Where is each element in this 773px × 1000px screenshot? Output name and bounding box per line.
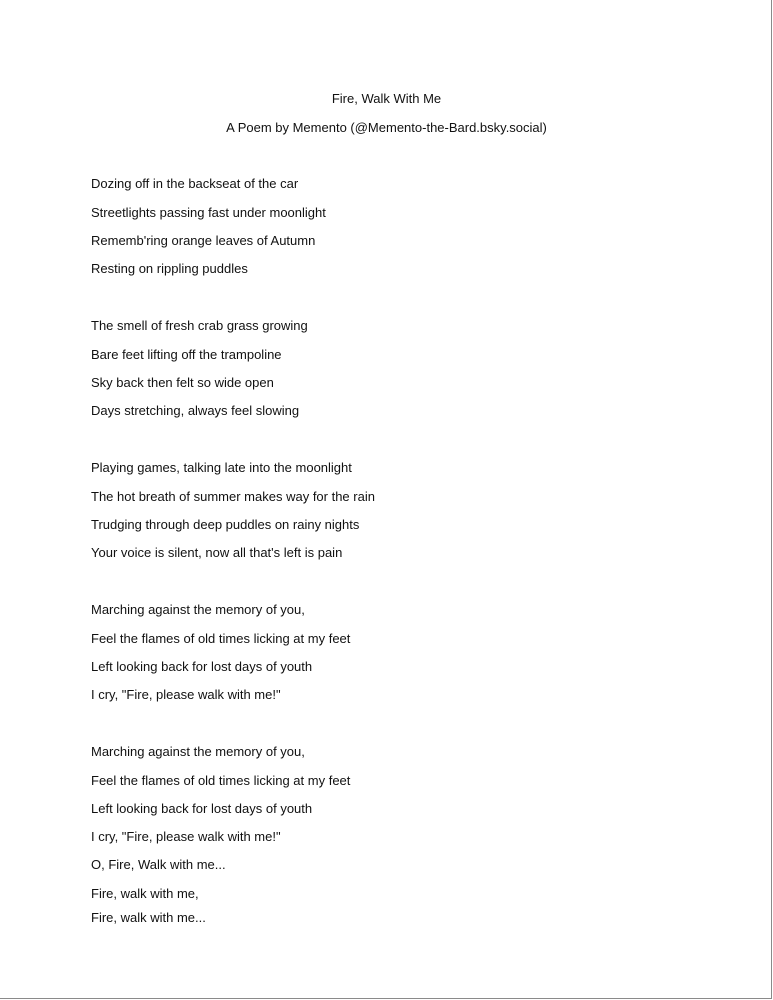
poem-line: Your voice is silent, now all that's left is pain (91, 545, 343, 560)
poem-line: Streetlights passing fast under moonlight (91, 205, 326, 220)
poem-line: Trudging through deep puddles on rainy nights (91, 517, 360, 532)
poem-line: Left looking back for lost days of youth (91, 659, 313, 674)
poem-title: Fire, Walk With Me (331, 91, 442, 106)
poem-line: I cry, "Fire, please walk with me!" (91, 687, 281, 702)
poem-line: The hot breath of summer makes way for the rain (91, 489, 375, 504)
poem-byline: A Poem by Memento (@Memento-the-Bard.bsky.social) (226, 120, 547, 135)
poem-line: Resting on rippling puddles (91, 261, 248, 276)
poem-line: Bare feet lifting off the trampoline (91, 347, 282, 362)
poem-line: Feel the flames of old times licking at my feet (91, 631, 351, 646)
poem-line: I cry, "Fire, please walk with me!" (91, 829, 281, 844)
poem-line: Fire, walk with me... (91, 910, 206, 925)
poem-line: Sky back then felt so wide open (91, 375, 274, 390)
poem-line: Dozing off in the backseat of the car (91, 176, 299, 191)
poem-line: The smell of fresh crab grass growing (91, 318, 308, 333)
poem-line: Feel the flames of old times licking at my feet (91, 773, 351, 788)
poem-line: Marching against the memory of you, (91, 744, 305, 759)
poem-line: Rememb'ring orange leaves of Autumn (91, 233, 316, 248)
poem-line: O, Fire, Walk with me... (91, 857, 226, 872)
poem-line: Fire, walk with me, (91, 886, 199, 901)
poem-line: Playing games, talking late into the moonlight (91, 460, 352, 475)
poem-line: Left looking back for lost days of youth (91, 801, 313, 816)
poem-line: Marching against the memory of you, (91, 602, 305, 617)
poem-line: Days stretching, always feel slowing (91, 403, 300, 418)
